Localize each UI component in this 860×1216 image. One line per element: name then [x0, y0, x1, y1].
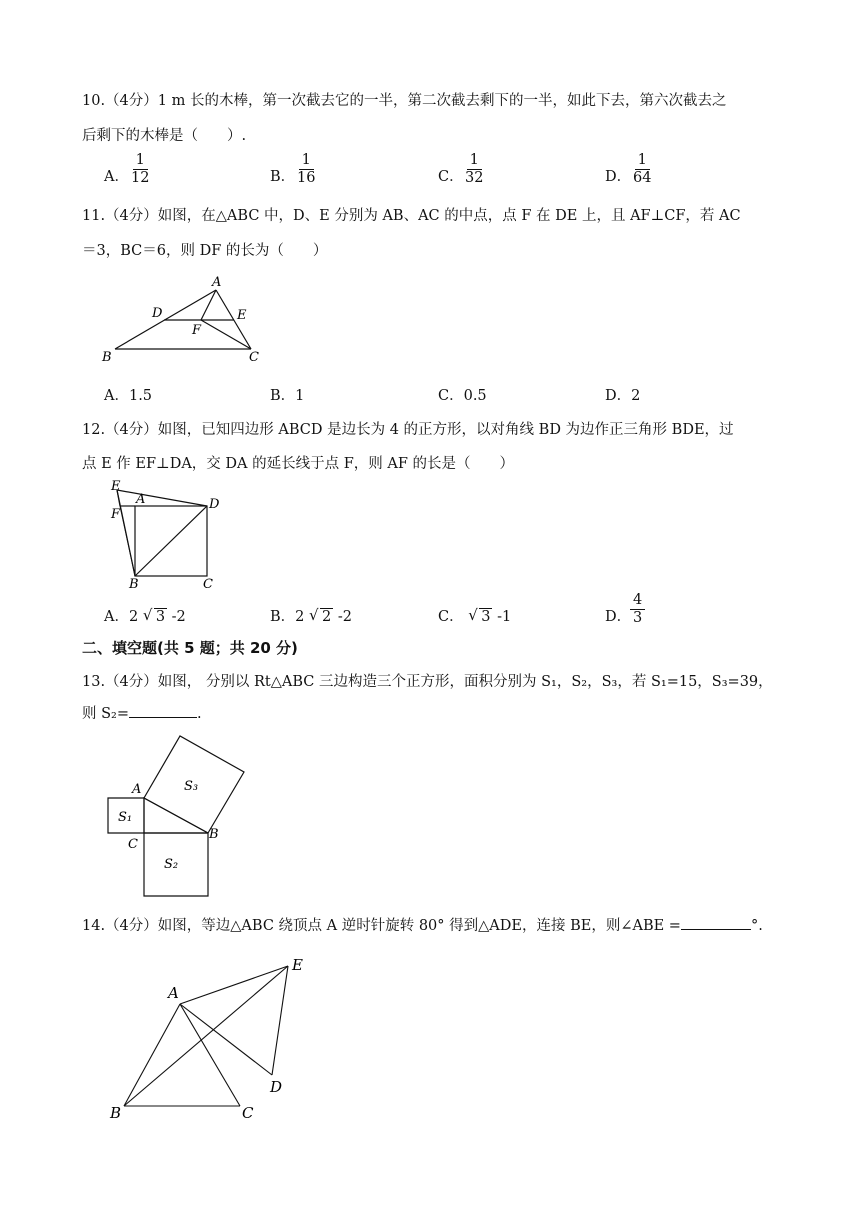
q12-option-a: [104, 605, 186, 626]
q11-label-d: D: [152, 306, 163, 321]
q13-label-s2: S₂: [164, 857, 179, 872]
q12-label-a: A: [136, 492, 146, 507]
q10-option-c-fraction: [462, 152, 486, 187]
q14-answer-blank[interactable]: [681, 915, 751, 930]
q14-segment-ed: [272, 966, 288, 1075]
q10-option-d-numerator: 1: [635, 152, 650, 170]
q13-label-c: C: [128, 837, 138, 852]
q10-option-a-label: A．: [104, 169, 129, 185]
q14-segment-ac: [180, 1004, 240, 1106]
q13-text-line2: [82, 702, 202, 723]
q14-label-e: E: [292, 956, 303, 974]
q12-option-d-denominator: 3: [633, 610, 643, 626]
q14-text: [82, 914, 763, 935]
q14-label-b: B: [110, 1104, 122, 1122]
q11-option-c: C．0.5: [438, 388, 487, 404]
q10-option-d-label: D．: [605, 169, 632, 185]
q12-option-c-label: C．: [438, 609, 464, 625]
q13-label-b: B: [209, 827, 219, 842]
q11-option-d: D．2: [605, 388, 641, 404]
q14-text-suffix: °.: [750, 918, 763, 934]
q13-text-prefix: 则 S₂=: [82, 706, 130, 722]
q10-option-d-fraction: [630, 152, 654, 187]
q11-label-c: C: [249, 350, 259, 365]
q10-option-b-numerator: 1: [299, 152, 314, 170]
q12-option-b-label: B．2: [270, 609, 305, 625]
q10-option-b-fraction: [294, 152, 318, 187]
q10-option-d-denominator: 64: [633, 170, 652, 186]
q12-option-c-tail: -1: [497, 609, 512, 625]
q11-text-line1: 11.（4分）如图，在△ABC 中，D、E 分别为 AB、AC 的中点，点 F 在 DE 上，且 AF⊥CF，若 AC: [82, 208, 741, 224]
q12-option-c-sqrt: √ 3: [468, 606, 491, 625]
q12-option-b-radicand: 2: [322, 609, 332, 625]
q13-text-suffix: .: [197, 706, 202, 722]
q12-option-c-radicand: 3: [481, 609, 491, 625]
q12-text-line2: 点 E 作 EF⊥DA，交 DA 的延长线于点 F，则 AF 的长是（ ）: [82, 456, 515, 472]
q13-text-line1: 13.（4分）如图， 分别以 Rt△ABC 三边构造三个正方形，面积分别为 S₁，S₂，S₃，若 S₁=15，S₃=39，: [82, 674, 773, 690]
q14-label-a: A: [168, 984, 179, 1002]
q14-segment-ab: [124, 1004, 180, 1106]
q12-option-d-numerator: 4: [630, 592, 645, 610]
q10-text-line1: 10.（4分）1 m 长的木棒，第一次截去它的一半，第二次截去剩下的一半，如此下去，第六次截去之: [82, 93, 727, 109]
q13-triangle-abc: [144, 798, 208, 833]
q10-option-c-label: C．: [438, 169, 464, 185]
q12-label-f: F: [111, 507, 121, 522]
q14-label-d: D: [270, 1078, 283, 1096]
q12-option-b-tail: -2: [337, 609, 352, 625]
q12-diagonal-bd: [135, 506, 207, 576]
q10-text-line2: 后剩下的木棒是（ ）.: [82, 128, 247, 144]
q11-label-e: E: [237, 308, 247, 323]
q10-option-c-numerator: 1: [467, 152, 482, 170]
q13-label-a: A: [132, 782, 142, 797]
q14-segment-be: [124, 966, 288, 1106]
q11-option-a: A．1.5: [104, 388, 153, 404]
q12-option-b-sqrt: √ 2: [309, 606, 332, 625]
q11-option-b: B．1: [270, 388, 305, 404]
q14-label-c: C: [242, 1104, 254, 1122]
q12-option-d-fraction: [630, 592, 645, 627]
q12-segment-fb: [120, 506, 135, 576]
q11-text-line2: ＝3，BC＝6，则 DF 的长为（ ）: [82, 243, 328, 259]
q10-option-b-label: B．: [270, 169, 296, 185]
section-title-fill-in: 二、填空题(共 5 题；共 20 分): [82, 639, 298, 657]
q12-square-figure: [105, 478, 235, 592]
q12-segment-ed: [117, 490, 207, 506]
q10-option-a-denominator: 12: [131, 170, 150, 186]
q14-rotation-figure: [100, 950, 330, 1130]
q13-answer-blank[interactable]: [129, 703, 197, 718]
q10-option-a-fraction: [128, 152, 152, 187]
q12-label-e: E: [111, 479, 121, 494]
q14-segment-ad: [180, 1004, 272, 1075]
q12-option-a-radicand: 3: [155, 609, 166, 625]
q12-option-a-tail: -2: [171, 609, 186, 625]
q12-option-d-label: D．: [605, 609, 632, 625]
q12-label-c: C: [203, 577, 213, 592]
q12-label-b: B: [129, 577, 139, 592]
q10-option-b-denominator: 16: [297, 170, 316, 186]
q14-text-prefix: 14.（4分）如图，等边△ABC 绕顶点 A 逆时针旋转 80° 得到△ADE，连接 BE，则∠ABE =: [82, 918, 681, 934]
q13-squares-figure: [100, 728, 280, 898]
q11-triangle-figure: [100, 270, 280, 370]
q12-option-c: [438, 605, 511, 626]
q13-label-s1: S₁: [118, 810, 133, 825]
q11-label-b: B: [102, 350, 112, 365]
q11-label-a: A: [212, 275, 222, 290]
q13-label-s3: S₃: [184, 779, 199, 794]
q10-option-a-numerator: 1: [133, 152, 148, 170]
q11-label-f: F: [192, 323, 202, 338]
q12-label-d: D: [209, 497, 220, 512]
q12-option-a-sqrt: √ 3: [142, 606, 166, 625]
q12-option-a-label: A．2: [104, 609, 139, 625]
q12-option-b: [270, 605, 352, 626]
q12-text-line1: 12.（4分）如图，已知四边形 ABCD 是边长为 4 的正方形，以对角线 BD 为边作正三角形 BDE，过: [82, 422, 734, 438]
q11-segment-fc: [201, 320, 251, 349]
q14-segment-ae: [180, 966, 288, 1004]
q10-option-c-denominator: 32: [465, 170, 484, 186]
